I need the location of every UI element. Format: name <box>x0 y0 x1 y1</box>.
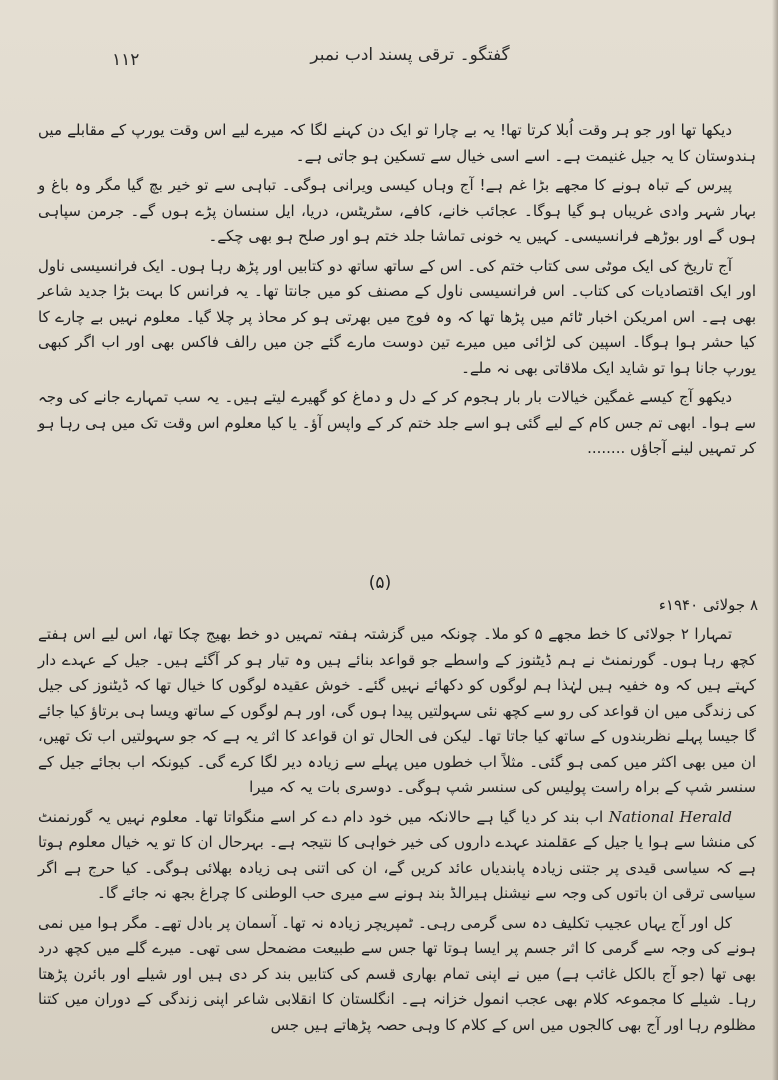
paragraph: دیکھا تھا اور جو ہر وقت اُبلا کرتا تھا! یہ بے چارا تو ایک دن کہنے لگا کہ میرے لیے اس وقت یورپ کے مقابلے میں ہندوستان کا یہ جیل غنیمت ہے۔ اسے اسی خیال سے تسکین ہو جاتی ہے۔ <box>38 121 756 165</box>
paragraph: پیرس کے تباہ ہونے کا مجھے بڑا غم ہے! آج وہاں کیسی ویرانی ہوگی۔ تباہی سے تو خیر بچ گیا مگر وہ باغ و بہار شہر وادی غریباں ہو گیا ہوگا۔ عجائب خانے، کافے، سٹریٹس، دریا، ایل سنسان پڑے ہوں گے۔ جرمن سپاہی ہوں گے اور بوڑھے فرانسیسی۔ کہیں یہ خونی تماشا جلد ختم ہو اور صلح ہو بھی چکے۔ <box>38 176 756 245</box>
running-title: گفتگو۔ ترقی پسند ادب نمبر <box>310 45 510 65</box>
paragraph: کل اور آج یہاں عجیب تکلیف دہ سی گرمی رہی۔ ٹمپریچر زیادہ نہ تھا۔ آسمان پر بادل تھے۔ مگر ہوا میں نمی ہونے کی وجہ سے گرمی کا اثر جسم پر ایسا ہوتا تھا جس سے طبیعت مضمحل سی تھی۔ میرے گلے میں کچھ درد بھی تھا (جو آج بالکل غائب ہے) میں نے اپنی تمام بھاری قسم کی کتابیں بند کر دی ہیں اور شیلے اور بائرن پڑھتا رہا۔ شیلے کا مجموعہ کلام بھی عجب انمول خزانہ ہے۔ انگلستان کا انقلابی شاعر اپنی زندگی کے دوران میں کتنا مظلوم رہا اور آج بھی کالجوں میں اس کے کلام کا وہی حصہ پڑھاتے ہیں جس <box>38 913 756 1034</box>
section-2-text <box>38 622 756 1042</box>
paragraph <box>38 805 756 907</box>
paragraph: تمہارا ۲ جولائی کا خط مجھے ۵ کو ملا۔ چونکہ میں گزشتہ ہفتہ تمہیں دو خط بھیج چکا تھا، اس لیے اس ہفتے کچھ رہا ہوں۔ گورنمنٹ نے ہم ڈیٹنوز کے واسطے جو قواعد بنائے ہیں وہ تیار ہو کر آگئے ہیں۔ جیل کے عہدے دار کہتے ہیں کہ وہ خفیہ ہیں لہٰذا ہم لوگوں کو دکھائے نہیں گئے۔ خوش عقیدہ لوگوں کا خیال تھا کہ ڈیٹنوز کی جیل کی زندگی میں ان قواعد کی رو سے کچھ نئی سہولتیں پیدا ہوں گی، اور ہم لوگوں کے ساتھ ویسا ہی برتاؤ کیا جائے گا جیسا پہلے نظربندوں کے ساتھ کیا جاتا تھا۔ لیکن فی الحال تو ان قواعد کا اثر یہ ہے کہ جو سہولتیں اب تک تھیں، ان میں بھی اکثر میں کمی ہو گئی۔ مثلاً اب خطوں میں پہلے سے زیادہ دیر لگا کرے گی۔ کیونکہ اب بجائے جیل کے سنسر شپ کے براہ راست پولیس کی سنسر شپ ہوگی۔ دوسری بات یہ کہ میرا <box>38 625 756 796</box>
section-1-text <box>38 118 756 466</box>
paragraph: آج تاریخ کی ایک موٹی سی کتاب ختم کی۔ اس کے ساتھ ساتھ دو کتابیں اور پڑھ رہا ہوں۔ ایک فرانسیسی ناول اور ایک اقتصادیات کی کتاب۔ اس فرانسیسی ناول کے مصنف کو میں جانتا تھا۔ یہ فرانس کا بہت بڑا جدید شاعر بھی ہے۔ اس امریکن اخبار ٹائم میں پڑھا تھا کہ وہ فوج میں بھرتی ہو کر محاذ پر چلا گیا۔ معلوم نہیں بے چارے کا کیا حشر ہوا ہوگا۔ اسپین کی لڑائی میں میرے تین دوست مارے گئے جن میں رالف فاکس بھی اور اب اگر کبھی یورپ جانا ہوا تو شاید ایک ملاقاتی بھی نہ ملے۔ <box>38 256 756 377</box>
paragraph-text: اب بند کر دیا گیا ہے حالانکہ میں خود دام دے کر اسے منگواتا تھا۔ معلوم نہیں یہ گورنمنٹ کی منشا سے ہوا یا جیل کے عقلمند عہدے داروں کی خیر خواہی کا نتیجہ ہے۔ بہرحال ان کا تو یہ خیال معلوم ہوتا ہے کہ سیاسی قیدی پر جتنی زیادہ پابندیاں عائد کریں گے، ان کی اتنی ہی زیادہ بھلائی ہوگی۔ کیا حرج ہے اگر سیاسی ترقی ان باتوں کی وجہ سے نیشنل ہیرالڈ بند ہونے سے میری حب الوطنی کا چراغ بجھ نہ جائے گا۔ <box>38 807 756 902</box>
letter-number: (۵) <box>368 573 392 593</box>
letter-date: ۸ جولائی ۱۹۴۰ء <box>658 596 758 614</box>
newspaper-name: National Herald <box>608 807 732 826</box>
paragraph: دیکھو آج کیسے غمگین خیالات بار بار ہجوم کر کے دل و دماغ کو گھیرے لیتے ہیں۔ یہ سب تمہارے جانے کی وجہ سے ہوا۔ ابھی تم جس کام کے لیے گئی ہو اسے جلد ختم کر کے واپس آؤ۔ یا کیا معلوم اس وقت تک میں ہی رہا ہو کر تمہیں لینے آجاؤں ........ <box>38 388 756 457</box>
page-number: ۱۱۲ <box>112 50 140 70</box>
